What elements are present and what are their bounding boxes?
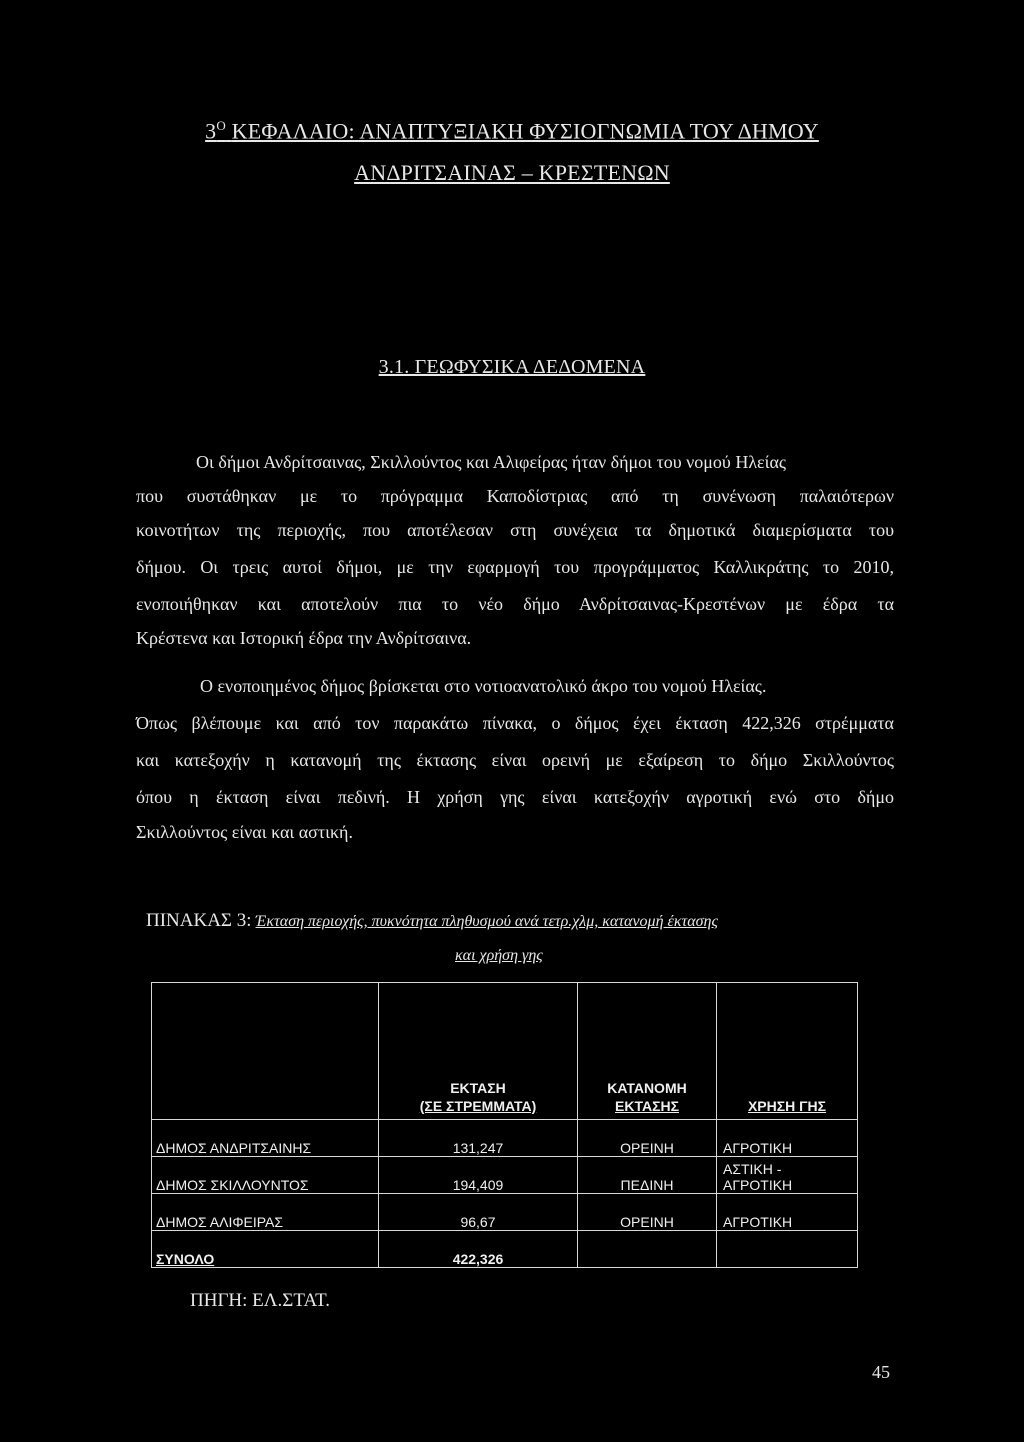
table-row: [152, 1120, 858, 1157]
table-caption: [146, 910, 718, 932]
p1-line-5: ενοποιήθηκαν και αποτελούν πια το νέο δήμο Ανδρίτσαινας-Κρεστένων με έδρα τα: [136, 594, 894, 614]
total-distribution-empty: [578, 1231, 717, 1268]
p1-line-2: που συστάθηκαν με το πρόγραμμα Καποδίστριας από τη συνένωση παλαιότερων: [136, 486, 894, 506]
row-area: 131,247: [379, 1120, 578, 1157]
p2-line-3: και κατεξοχήν η κατανομή της έκτασης είναι ορεινή με εξαίρεση το δήμο Σκιλλούντος: [136, 750, 894, 770]
row-use: [717, 1194, 858, 1231]
table-row: [152, 1157, 858, 1194]
page-number: 45: [872, 1362, 890, 1382]
header-area: [379, 983, 578, 1120]
row-use-line1: ΑΣΤΙΚΗ -: [723, 1161, 782, 1177]
table-caption-line2: και χρήση γης: [455, 947, 543, 964]
row-area: 96,67: [379, 1194, 578, 1231]
chapter-title-text: ΚΕΦΑΛΑΙΟ: ΑΝΑΠΤΥΞΙΑΚΗ ΦΥΣΙΟΓΝΩΜΙΑ ΤΟΥ ΔΗΜΟΥ: [231, 118, 819, 144]
chapter-title-line2: ΑΝΔΡΙΤΣΑΙΝΑΣ – ΚΡΕΣΤΕΝΩΝ: [354, 160, 670, 185]
row-distribution: ΟΡΕΙΝΗ: [578, 1120, 717, 1157]
chapter-number-sup: Ο: [216, 118, 226, 133]
table-header-row: [152, 983, 858, 1120]
total-name-label: ΣΥΝΟΛΟ: [156, 1251, 215, 1267]
p2-line-1: Ο ενοποιημένος δήμος βρίσκεται στο νοτιοανατολικό άκρο του νομού Ηλείας.: [200, 676, 767, 696]
header-use-label: ΧΡΗΣΗ ΓΗΣ: [747, 1098, 827, 1114]
row-area: 194,409: [379, 1157, 578, 1194]
row-name: ΔΗΜΟΣ ΑΝΔΡΙΤΣΑΙΝΗΣ: [152, 1120, 379, 1157]
row-use-line2: ΑΓΡΟΤΙΚΗ: [723, 1214, 793, 1230]
header-area-line2: (ΣΕ ΣΤΡΕΜΜΑΤΑ): [419, 1098, 537, 1114]
table-caption-line2-wrap: [455, 944, 543, 966]
area-table: [151, 982, 858, 1268]
header-distribution: [578, 983, 717, 1120]
header-area-line1: ΕΚΤΑΣΗ: [450, 1080, 506, 1096]
table-caption-line1: Έκταση περιοχής, πυκνότητα πληθυσμού ανά τετρ.χλμ, κατανομή έκτασης: [255, 913, 718, 930]
row-distribution: ΟΡΕΙΝΗ: [578, 1194, 717, 1231]
table-label: ΠΙΝΑΚΑΣ 3:: [146, 910, 252, 931]
p2-line-2: Όπως βλέπουμε και από τον παρακάτω πίνακα, ο δήμος έχει έκταση 422,326 στρέμματα: [136, 713, 894, 733]
row-use-line2: ΑΓΡΟΤΙΚΗ: [723, 1140, 793, 1156]
table-total-row: [152, 1231, 858, 1268]
p2-line-4: όπου η έκταση είναι πεδινή. Η χρήση γης είναι κατεξοχήν αγροτική ενώ στο δήμο: [136, 787, 894, 807]
p2-line-5: Σκιλλούντος είναι και αστική.: [136, 822, 353, 842]
row-use: [717, 1120, 858, 1157]
table-source: ΠΗΓΗ: ΕΛ.ΣΤΑΤ.: [190, 1290, 331, 1311]
header-dist-line2: ΕΚΤΑΣΗΣ: [615, 1098, 679, 1114]
total-name: [152, 1231, 379, 1268]
p1-line-3: κοινοτήτων της περιοχής, που αποτέλεσαν στη συνέχεια τα δημοτικά διαμερίσματα του: [136, 520, 894, 540]
row-name: ΔΗΜΟΣ ΣΚΙΛΛΟΥΝΤΟΣ: [152, 1157, 379, 1194]
total-use-empty: [717, 1231, 858, 1268]
total-area: 422,326: [379, 1231, 578, 1268]
header-empty: [152, 983, 379, 1120]
p1-line-4: δήμου. Οι τρεις αυτοί δήμοι, με την εφαρμογή του προγράμματος Καλλικράτης το 2010,: [136, 557, 894, 577]
header-use: [717, 983, 858, 1120]
chapter-title-line1: [0, 118, 1024, 144]
table-row: [152, 1194, 858, 1231]
p1-line-1: Οι δήμοι Ανδρίτσαινας, Σκιλλούντος και Αλιφείρας ήταν δήμοι του νομού Ηλείας: [196, 452, 787, 472]
row-name: ΔΗΜΟΣ ΑΛΙΦΕΙΡΑΣ: [152, 1194, 379, 1231]
row-use: [717, 1157, 858, 1194]
row-use-line2: ΑΓΡΟΤΙΚΗ: [723, 1177, 793, 1193]
p1-line-6: Κρέστενα και Ιστορική έδρα την Ανδρίτσαινα.: [136, 628, 472, 648]
row-distribution: ΠΕΔΙΝΗ: [578, 1157, 717, 1194]
header-dist-line1: ΚΑΤΑΝΟΜΗ: [607, 1080, 687, 1096]
section-title: 3.1. ΓΕΩΦΥΣΙΚΑ ΔΕΔΟΜΕΝΑ: [378, 356, 646, 378]
chapter-number: 3: [205, 118, 217, 144]
